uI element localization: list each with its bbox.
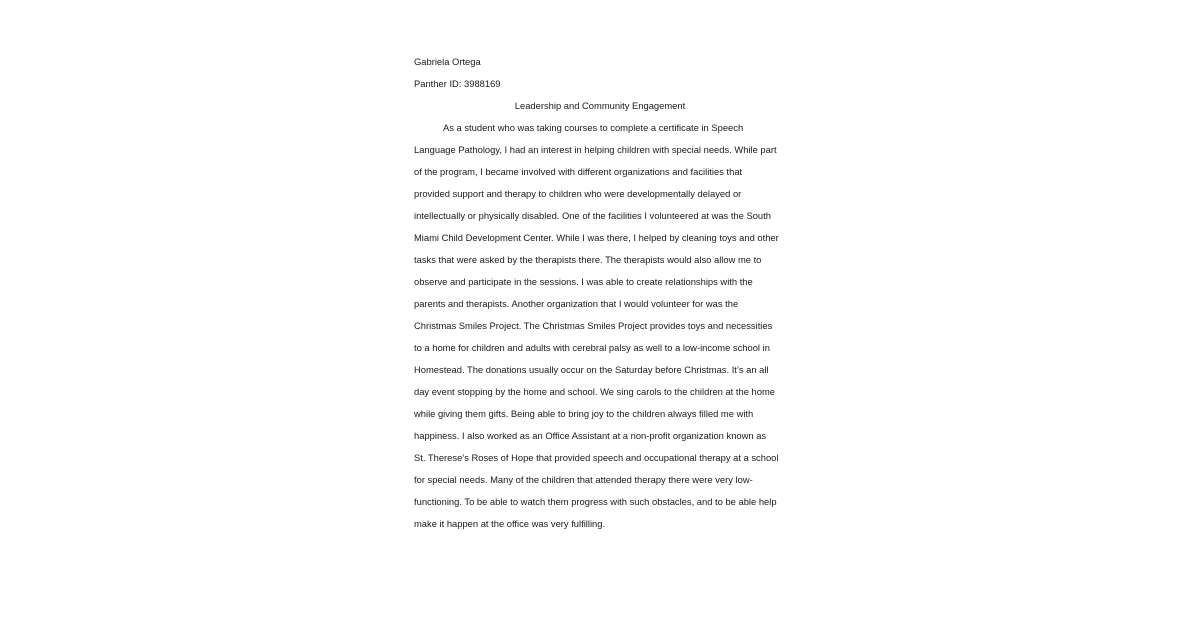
paragraph-line: for special needs. Many of the children that attended therapy there were very low- [414,474,753,485]
paragraph-line: of the program, I became involved with different organizations and facilities that [414,166,743,177]
paragraph-line: day event stopping by the home and school. We sing carols to the children at the home [414,386,775,397]
paragraph-line: Christmas Smiles Project. The Christmas Smiles Project provides toys and necessities [414,320,773,331]
paragraph-line: parents and therapists. Another organization that I would volunteer for was the [414,298,739,309]
paragraph-line: St. Therese’s Roses of Hope that provided speech and occupational therapy at a school [414,452,779,463]
essay-paragraph [414,117,794,535]
paragraph-line: intellectually or physically disabled. One of the facilities I volunteered at was the South [414,210,771,221]
paragraph-line: provided support and therapy to children who were developmentally delayed or [414,188,742,199]
essay-title: Leadership and Community Engagement [514,100,686,111]
paragraph-line: Homestead. The donations usually occur on the Saturday before Christmas. It’s an all [414,364,769,375]
paragraph-line: to a home for children and adults with cerebral palsy as well to a low-income school in [414,342,770,353]
essay-body [414,51,794,535]
paragraph-line: observe and participate in the sessions. I was able to create relationships with the [414,276,753,287]
paragraph-line: Miami Child Development Center. While I was there, I helped by cleaning toys and other [414,232,779,243]
paragraph-line: As a student who was taking courses to complete a certificate in Speech [443,122,744,133]
paragraph-line: make it happen at the office was very fulfilling. [414,518,606,529]
paragraph-line: while giving them gifts. Being able to bring joy to the children always filled me with [414,408,754,419]
paragraph-line: tasks that were asked by the therapists there. The therapists would also allow me to [414,254,762,265]
author-name: Gabriela Ortega [414,56,481,67]
paragraph-line: happiness. I also worked as an Office Assistant at a non-profit organization known as [414,430,767,441]
paragraph-line: functioning. To be able to watch them progress with such obstacles, and to be able help [414,496,777,507]
panther-id: Panther ID: 3988169 [414,78,501,89]
paragraph-line: Language Pathology, I had an interest in helping children with special needs. While part [414,144,777,155]
